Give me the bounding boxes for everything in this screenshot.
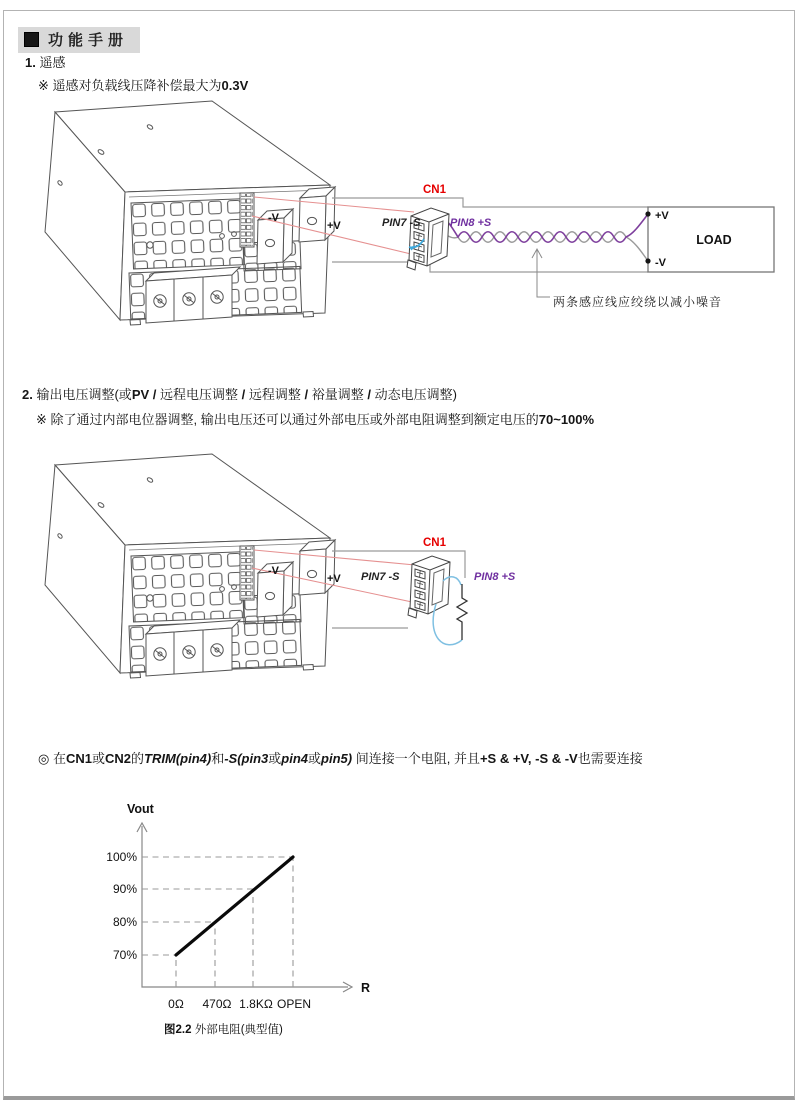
pin8-label-2: PIN8 +S: [474, 571, 516, 583]
pin7-label-1: PIN7 -S: [382, 217, 421, 229]
xtick-1k8ohm: 1.8KΩ: [239, 997, 273, 1011]
s2-sep1: /: [149, 387, 160, 402]
s3-cn1: CN1: [65, 751, 92, 766]
pin8-label-1: PIN8 +S: [450, 217, 492, 229]
s2-title: 输出电压调整(或: [36, 387, 132, 402]
load-label: LOAD: [696, 233, 732, 247]
reference-mark: ※: [36, 412, 47, 427]
s2-close-paren: ): [452, 387, 457, 402]
y-axis-title: Vout: [127, 802, 154, 816]
chart-axes: [142, 826, 348, 987]
s3-spin-c: pin5): [321, 751, 353, 766]
s2-alt2: 远程调整: [248, 387, 301, 402]
s3-p5: 或: [268, 751, 282, 766]
s3-p1: 在: [52, 751, 66, 766]
s2-alt1: 远程电压调整: [160, 387, 239, 402]
s3-p7: 间连接一个电阻, 并且: [352, 751, 480, 766]
twist-note-text: 两条感应线应绞绕以减小噪音: [553, 295, 723, 309]
chart-caption-number: 图2.2: [164, 1024, 192, 1036]
cn1-label-1: CN1: [423, 184, 447, 196]
s3-p2: 或: [92, 751, 106, 766]
load-minus-label: -V: [655, 257, 666, 269]
ytick-100: 100%: [106, 850, 137, 864]
s2-alt4: 动态电压调整: [374, 387, 453, 402]
psu-drawing-1: [45, 101, 335, 325]
psu-drawing-2: [45, 454, 335, 678]
s3-spin-a: -S(pin3: [224, 751, 269, 766]
s2-number: 2.: [22, 387, 33, 402]
x-axis-title: R: [361, 981, 371, 995]
bullseye-mark: ◎: [38, 751, 50, 766]
vout-resistance-chart: [106, 802, 370, 1036]
s2-alt3: 裕量调整: [311, 387, 364, 402]
s2-sep3: /: [300, 387, 312, 402]
load-plus-label: +V: [655, 210, 669, 222]
busbar-plus-label-1: +V: [327, 220, 341, 232]
xtick-470ohm: 470Ω: [202, 997, 232, 1011]
cn1-label-2: CN1: [423, 537, 447, 549]
s3-trim: TRIM(pin4): [144, 751, 212, 766]
callout-outline-bottom-1: [332, 262, 648, 272]
cn1-connector-zoom-2: [408, 556, 450, 618]
ytick-90: 90%: [112, 882, 137, 896]
s2-pv: PV: [131, 387, 150, 402]
note-leader-line: [537, 250, 550, 297]
s3-bold-pins: +S & +V, -S & -V: [479, 751, 578, 766]
external-resistor: [457, 584, 467, 640]
s2-sep4: /: [363, 387, 375, 402]
pin7-label-2: PIN7 -S: [361, 571, 400, 583]
s2-sep2: /: [238, 387, 249, 402]
load-plus-terminal-dot: [645, 211, 650, 216]
load-minus-terminal-dot: [645, 258, 650, 263]
s3-cn2: CN2: [105, 751, 132, 766]
chart-caption-text: 外部电阻(典型值): [191, 1024, 283, 1036]
callout-outline-top-1: [332, 198, 648, 207]
reference-mark: ※: [38, 78, 49, 93]
busbar-minus-label-1: -V: [268, 212, 279, 224]
diagram2-voltage-adjust: [45, 454, 516, 678]
chart-line-series: [176, 857, 293, 955]
diagram1-remote-sense: [45, 101, 774, 325]
busbar-minus-label-2: -V: [268, 565, 279, 577]
xtick-0ohm: 0Ω: [168, 997, 184, 1011]
chart-caption: [164, 1022, 283, 1036]
ytick-70: 70%: [112, 948, 137, 962]
s1-title: 遥感: [39, 55, 66, 70]
s1-note-value: 0.3V: [221, 78, 249, 93]
s3-p3: 的: [131, 751, 145, 766]
xtick-open: OPEN: [276, 997, 312, 1011]
sense-wire-gray: [442, 231, 648, 261]
trim-wire-bottom: [433, 604, 462, 645]
x-tick-labels: [168, 997, 311, 1011]
s1-note-text: 遥感对负载线压降补偿最大为: [52, 78, 222, 93]
ytick-80: 80%: [112, 915, 137, 929]
page-title: 功能手册: [48, 32, 129, 49]
y-tick-labels: [106, 850, 137, 962]
s2-note-value: 70~100%: [538, 412, 595, 427]
s3-spin-b: pin4: [281, 751, 309, 766]
s3-p8: 也需要连接: [577, 751, 643, 766]
busbar-plus-label-2: +V: [327, 573, 341, 585]
s3-p4: 和: [211, 751, 225, 766]
s2-note-text: 除了通过内部电位器调整, 输出电压还可以通过外部电压或外部电阻调整到额定电压的: [50, 412, 539, 427]
s1-number: 1.: [25, 55, 36, 70]
s3-p6: 或: [308, 751, 322, 766]
